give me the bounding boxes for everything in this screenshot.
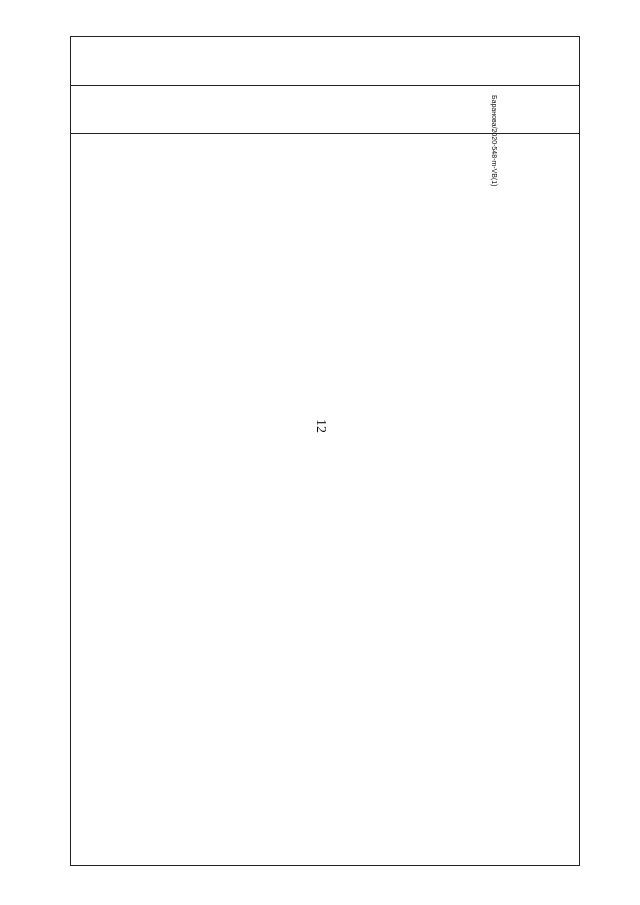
footer-stamp: Баранова/2020-548-m-VB(1)	[490, 95, 497, 187]
page-number: 12	[313, 419, 328, 433]
rotated-table-frame	[70, 36, 580, 866]
